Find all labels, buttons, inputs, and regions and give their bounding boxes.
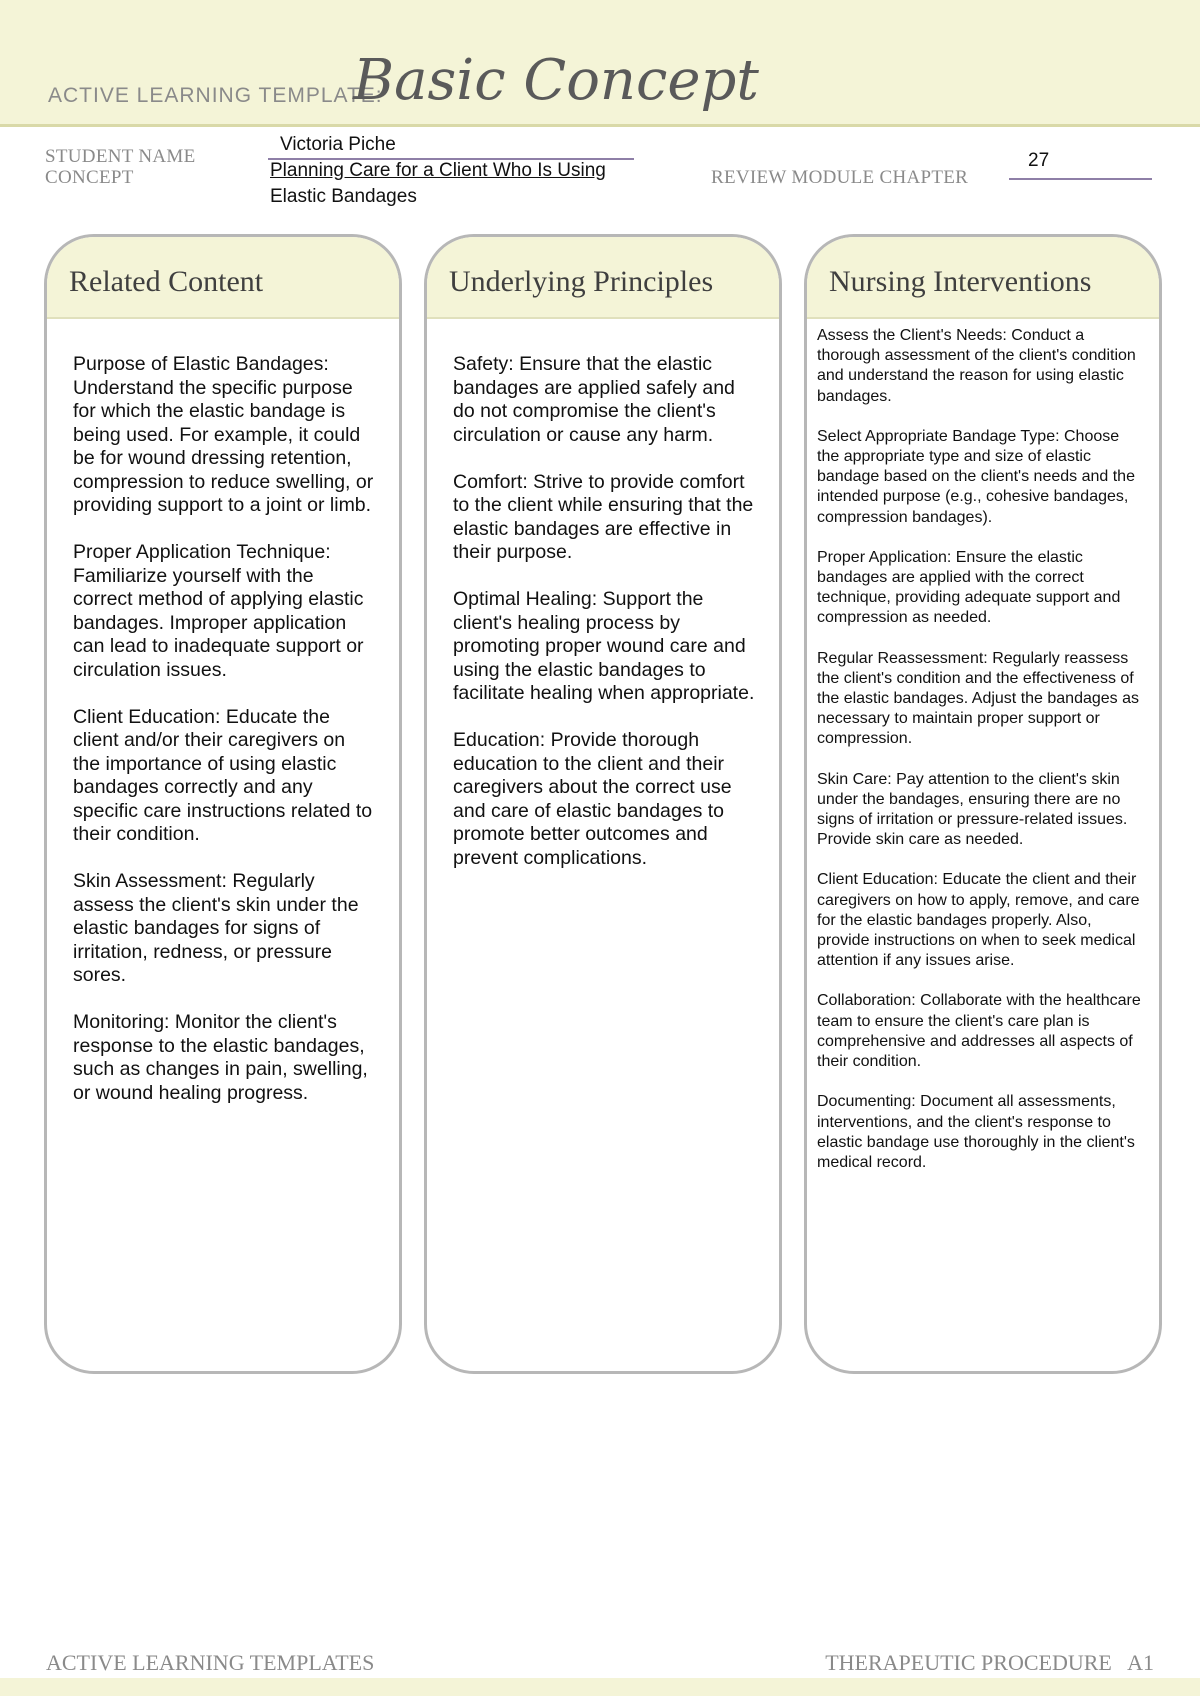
related-content-body [47, 319, 399, 1105]
nursing-interventions-panel [804, 234, 1162, 1374]
nursing-interventions-paragraph: Regular Reassessment: Regularly reassess the client's condition and the effectiveness of the elastic bandages. Adjust the bandages as necessary to maintain proper support or compression. [817, 649, 1140, 748]
underlying-principles-body [427, 319, 779, 870]
related-content-paragraph: Monitoring: Monitor the client's response to the elastic bandages, such as changes in pain, swelling, or wound healing progress. [73, 1011, 368, 1104]
footer-band [0, 1678, 1200, 1696]
footer-left-text: ACTIVE LEARNING TEMPLATES [46, 1650, 375, 1675]
nursing-interventions-paragraph: Proper Application: Ensure the elastic bandages are applied with the correct technique, providing adequate support and compression as needed. [817, 548, 1121, 627]
related-content-title: Related Content [47, 237, 399, 319]
nursing-interventions-paragraph: Skin Care: Pay attention to the client's skin under the bandages, ensuring there are no signs of irritation or pressure-related issues. Provide skin care as needed. [817, 770, 1128, 849]
student-name-value: Victoria Piche [280, 134, 396, 155]
related-content-paragraph: Proper Application Technique: Familiarize yourself with the correct method of applying elastic bandages. Improper application can lead to inadequate support or circulation issues. [73, 541, 364, 681]
concept-value-line2: Elastic Bandages [270, 186, 417, 207]
underlying-principles-paragraph: Comfort: Strive to provide comfort to the client while ensuring that the elastic bandages are effective in their purpose. [453, 470, 754, 563]
chapter-underline [1009, 178, 1152, 180]
underlying-principles-paragraph: Optimal Healing: Support the client's healing process by promoting proper wound care and using the elastic bandages to facilitate healing when appropriate. [453, 588, 755, 704]
footer-right-text: THERAPEUTIC PROCEDURE A1 [825, 1650, 1154, 1675]
student-name-label: STUDENT NAME [45, 146, 196, 167]
related-content-paragraph: Purpose of Elastic Bandages: Understand the specific purpose for which the elastic bandage is being used. For example, it could be for wound dressing retention, compression to reduce swelling, or providing support to a joint or limb. [73, 353, 374, 516]
template-title: Basic Concept [353, 48, 759, 113]
review-module-chapter-label: REVIEW MODULE CHAPTER [711, 167, 969, 188]
underlying-principles-panel [424, 234, 782, 1374]
related-content-paragraph: Client Education: Educate the client and/or their caregivers on the importance of using elastic bandages correctly and any specific care instructions related to their condition. [73, 705, 373, 845]
nursing-interventions-paragraph: Assess the Client's Needs: Conduct a thorough assessment of the client's condition and understand the reason for using elastic bandages. [817, 327, 1136, 405]
chapter-value: 27 [1028, 150, 1050, 171]
nursing-interventions-paragraph: Client Education: Educate the client and their caregivers on how to apply, remove, and care for the elastic bandages properly. Also, provide instructions on when to seek medical attention if any issues arise. [817, 871, 1140, 970]
related-content-panel [44, 234, 402, 1374]
related-content-paragraph: Skin Assessment: Regularly assess the client's skin under the elastic bandages for signs of irritation, redness, or pressure sores. [73, 870, 359, 986]
underlying-principles-paragraph: Safety: Ensure that the elastic bandages are applied safely and do not compromise the client's circulation or cause any harm. [453, 353, 735, 446]
concept-value-line1: Planning Care for a Client Who Is Using [270, 160, 606, 181]
nursing-interventions-title: Nursing Interventions [807, 237, 1159, 319]
concept-label: CONCEPT [45, 167, 134, 188]
underlying-principles-paragraph: Education: Provide thorough education to the client and their caregivers about the correct use and care of elastic bandages to promote better outcomes and prevent complications. [453, 729, 732, 869]
nursing-interventions-body [807, 319, 1159, 1173]
underlying-principles-title: Underlying Principles [427, 237, 779, 319]
nursing-interventions-paragraph: Select Appropriate Bandage Type: Choose the appropriate type and size of elastic bandage based on the client's needs and the intended purpose (e.g., cohesive bandages, compression bandages). [817, 427, 1135, 526]
nursing-interventions-paragraph: Documenting: Document all assessments, interventions, and the client's response to elastic bandage use thoroughly in the client's medical record. [817, 1093, 1135, 1171]
nursing-interventions-paragraph: Collaboration: Collaborate with the healthcare team to ensure the client's care plan is comprehensive and addresses all aspects of their condition. [817, 992, 1141, 1071]
template-label: ACTIVE LEARNING TEMPLATE: [48, 84, 383, 107]
